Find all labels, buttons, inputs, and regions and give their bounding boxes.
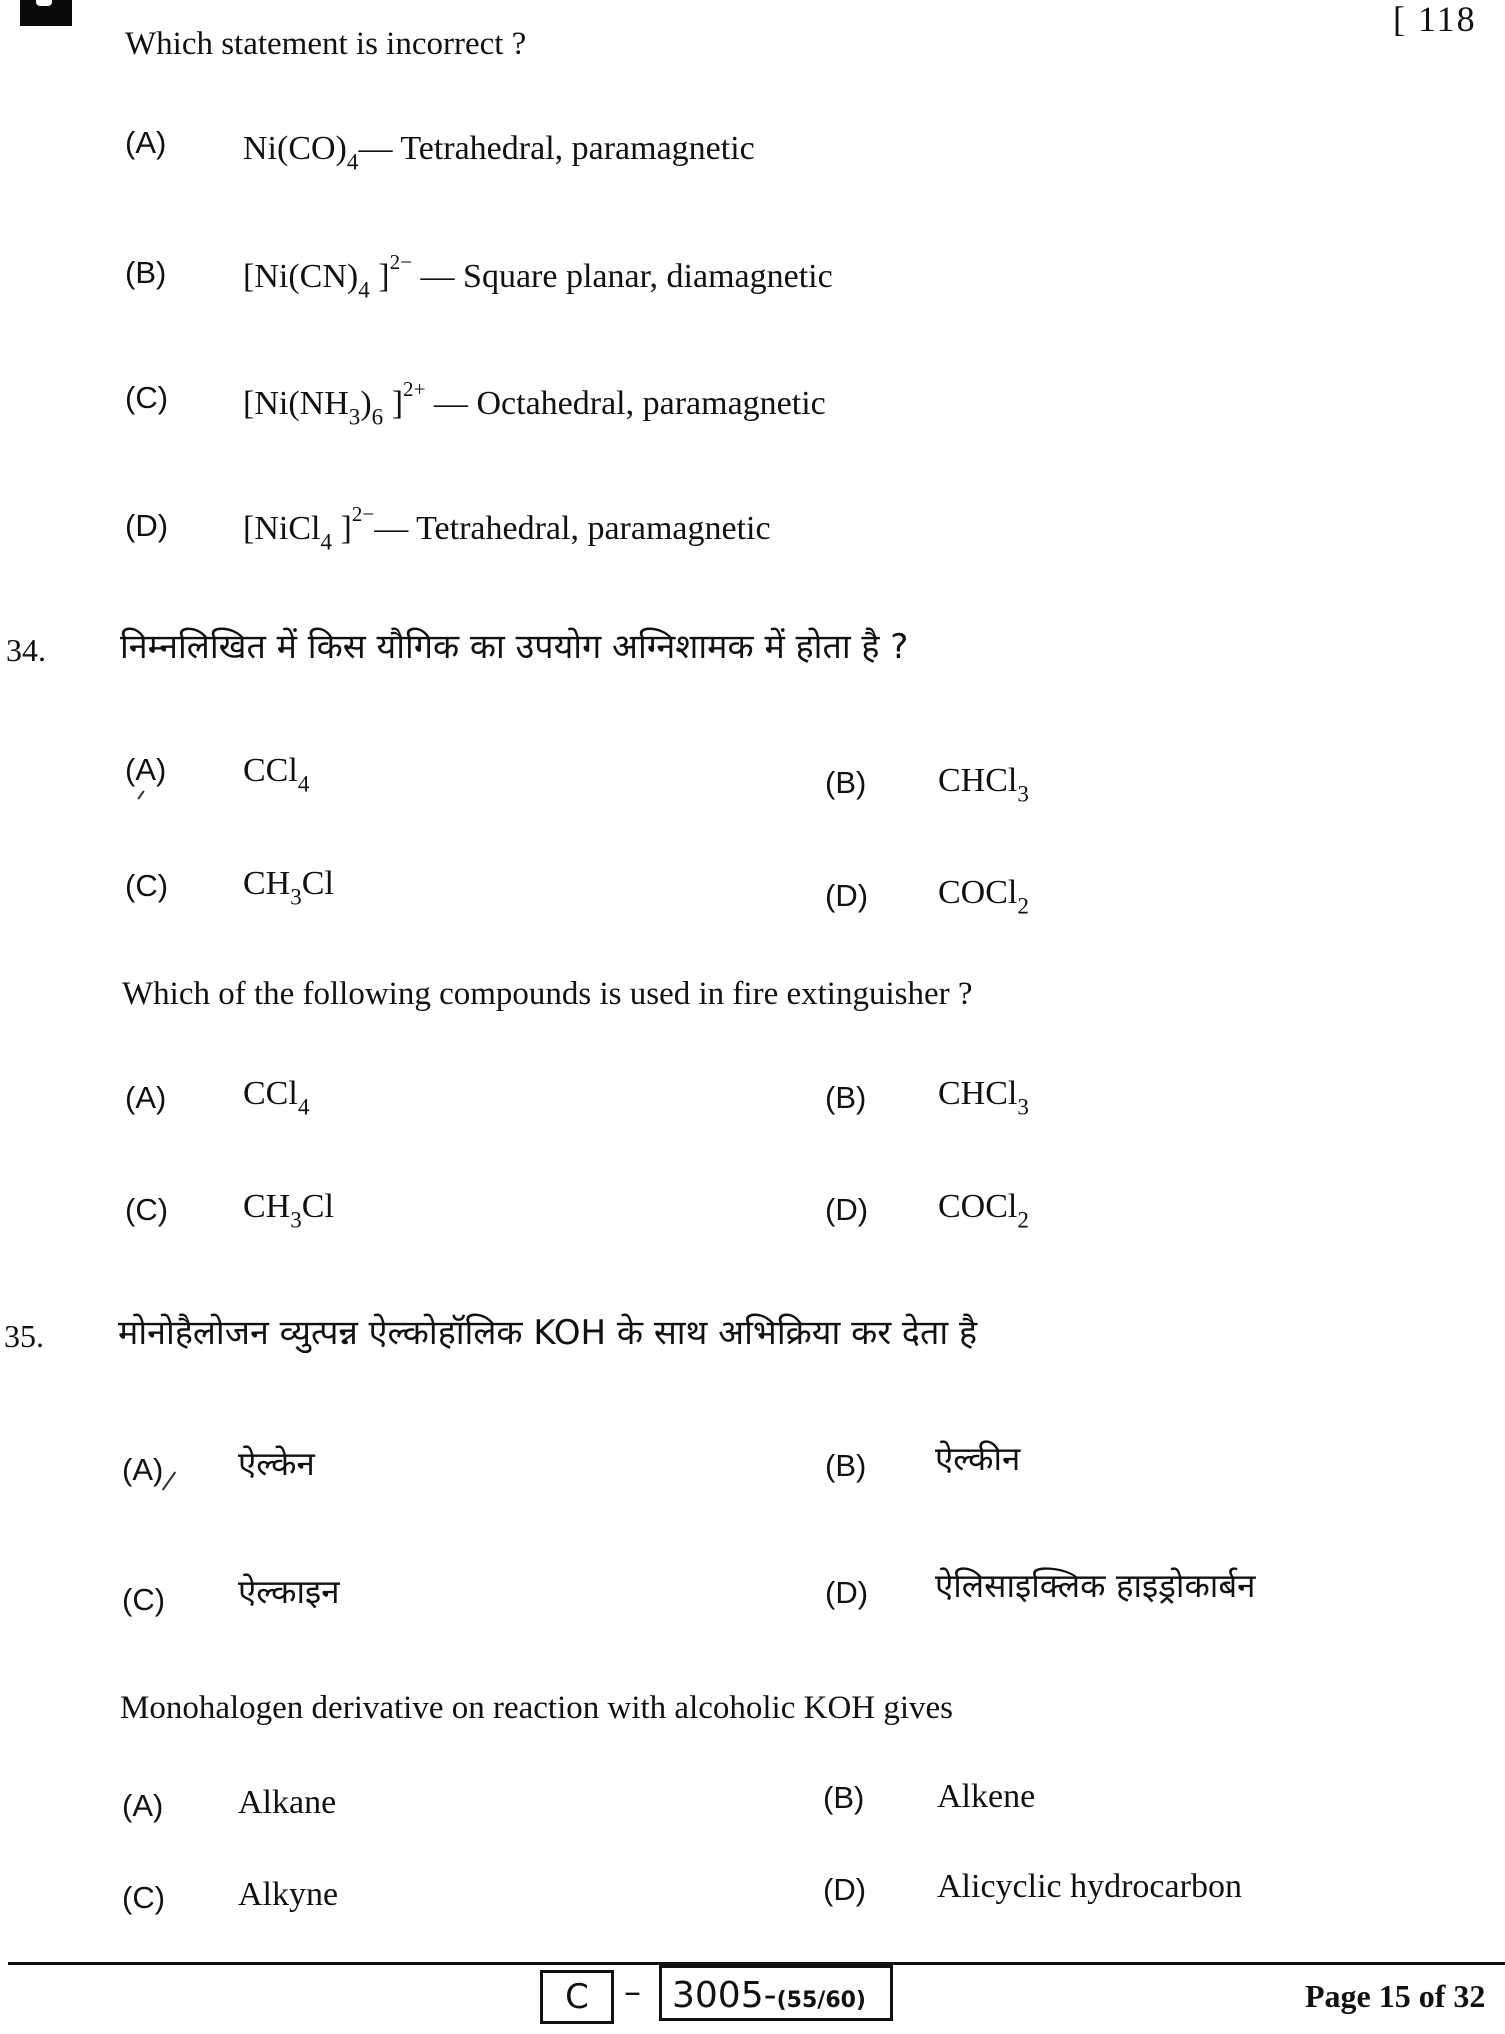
q33-option-d-label: (D) (125, 508, 169, 543)
q34-question-hi: निम्नलिखित में किस यौगिक का उपयोग अग्निशामक में होता है ? (120, 627, 909, 667)
q34-number: 34. (6, 632, 46, 668)
pen-tick-mark (162, 1471, 176, 1490)
page-number: Page 15 of 32 (1305, 1978, 1486, 2014)
q35-en-option-a-text: Alkane (238, 1784, 337, 1821)
q35-number: 35. (4, 1318, 44, 1354)
q34-en-option-d-label: (D) (825, 1192, 869, 1227)
q35-en-option-d-label: (D) (823, 1872, 867, 1907)
q34-en-option-b-label: (B) (825, 1080, 867, 1115)
q34-hi-option-b-text: CHCl$_3$ (938, 762, 1029, 808)
q34-hi-option-c-label: (C) (125, 868, 169, 903)
q35-question-hi: मोनोहैलोजन व्युत्पन्न ऐल्कोहॉलिक KOH के साथ अभिक्रिया कर देता है (118, 1313, 978, 1353)
q35-hi-option-a-text: ऐल्केन (238, 1444, 315, 1483)
q35-hi-option-c-text: ऐल्काइन (238, 1572, 340, 1611)
corner-registration-mark (20, 0, 72, 26)
q35-hi-option-b-label: (B) (825, 1448, 867, 1483)
q34-hi-option-b-label: (B) (825, 765, 867, 800)
pen-mark (137, 790, 144, 799)
q34-question-en: Which of the following compounds is used in fire extinguisher ? (122, 976, 973, 1012)
q35-hi-option-d-text: ऐलिसाइक्लिक हाइड्रोकार्बन (935, 1566, 1256, 1605)
q33-option-a-text: $Ni(CO)_4—$ Tetrahedral, paramagnetic (243, 130, 755, 176)
page-reference: [ 118 (1393, 0, 1477, 39)
q34-hi-option-d-label: (D) (825, 878, 869, 913)
footer-dash: – (624, 1972, 641, 2012)
paper-code-box: 3005-(55/60) (659, 1965, 893, 2021)
q34-hi-option-c-text: $CH_3Cl$ (243, 865, 334, 911)
q35-en-option-c-text: Alkyne (238, 1876, 339, 1913)
q33-option-b-text: [$Ni(CN)_4$ ]$^{2-}$ — Square planar, diamagnetic (243, 250, 833, 304)
q34-hi-option-a-text: CCl$_4$ (243, 752, 310, 798)
series-code-box: C (540, 1970, 614, 2024)
q33-option-b-label: (B) (125, 255, 167, 290)
q33-option-d-text: [NiCl$_4$ ]$^{2-}$— Tetrahedral, paramagnetic (243, 502, 771, 556)
q35-question-en: Monohalogen derivative on reaction with alcoholic KOH gives (120, 1690, 954, 1726)
q33-question-en: Which statement is incorrect ? (125, 26, 527, 62)
q34-en-option-d-text: COCl$_2$ (938, 1188, 1029, 1234)
q34-en-option-c-label: (C) (125, 1192, 169, 1227)
q35-en-option-c-label: (C) (122, 1880, 166, 1915)
q34-en-option-a-text: CCl$_4$ (243, 1075, 310, 1121)
q33-option-c-label: (C) (125, 380, 169, 415)
q35-en-option-b-text: Alkene (937, 1778, 1036, 1815)
q34-en-option-b-text: CHCl$_3$ (938, 1075, 1029, 1121)
q35-hi-option-c-label: (C) (122, 1582, 166, 1617)
q35-hi-option-a-label: (A) (122, 1452, 164, 1487)
q35-hi-option-b-text: ऐल्कीन (935, 1439, 1021, 1478)
q35-hi-option-d-label: (D) (825, 1575, 869, 1610)
q34-en-option-c-text: $CH_3Cl$ (243, 1188, 334, 1234)
q35-en-option-b-label: (B) (823, 1780, 865, 1815)
q33-option-a-label: (A) (125, 125, 167, 160)
q34-hi-option-d-text: COCl$_2$ (938, 874, 1029, 920)
q33-option-c-text: [$Ni(NH_3)_6$ ]$^{2+}$ — Octahedral, paramagnetic (243, 377, 826, 431)
q34-en-option-a-label: (A) (125, 1080, 167, 1115)
q35-en-option-a-label: (A) (122, 1788, 164, 1823)
q34-hi-option-a-label: (A) (125, 752, 167, 787)
q35-en-option-d-text: Alicyclic hydrocarbon (937, 1868, 1242, 1905)
